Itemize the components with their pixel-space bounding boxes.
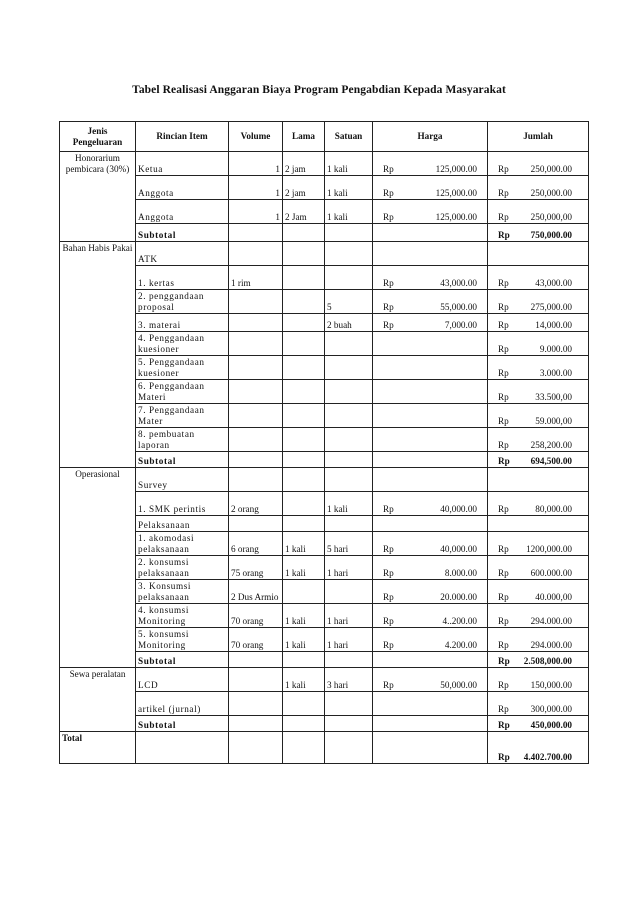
cell-item: 1. kertas <box>136 266 229 290</box>
table-row <box>60 692 589 716</box>
cell-item: 3. Konsumsi pelaksanaan <box>136 580 229 604</box>
header-lama: Lama <box>283 122 325 152</box>
cell-item: LCD <box>136 668 229 692</box>
cell-harga: Rp 55,000.00 <box>373 290 488 314</box>
cell-harga: Rp 125,000.00 <box>373 200 488 224</box>
cell-lama <box>283 266 325 290</box>
cell-item: Pelaksanaan <box>136 516 229 532</box>
budget-table <box>59 121 589 764</box>
cell-vol: 1 <box>229 200 283 224</box>
group-cell-honor: Honorarium pembicara (30%) <box>60 152 136 242</box>
cell-item: 5. konsumsi Monitoring <box>136 628 229 652</box>
cell-lama <box>283 580 325 604</box>
cell-sat: 1 hari <box>325 556 373 580</box>
cell-item: Anggota <box>136 200 229 224</box>
cell-item: artikel (jurnal) <box>136 692 229 716</box>
table-row <box>60 224 589 242</box>
cell-jumlah: Rp 150,000.00 <box>488 668 589 692</box>
cell-lama <box>283 492 325 516</box>
cell-sat <box>325 716 373 732</box>
cell-sat: 1 kali <box>325 200 373 224</box>
cell-lama: 1 kali <box>283 604 325 628</box>
cell-lama <box>283 468 325 492</box>
cell-jumlah <box>488 468 589 492</box>
cell-sat <box>325 516 373 532</box>
cell-lama: 2 jam <box>283 176 325 200</box>
table-row <box>60 652 589 668</box>
table-row <box>60 452 589 468</box>
table-row <box>60 404 589 428</box>
cell-jumlah: Rp 43,000.00 <box>488 266 589 290</box>
cell-vol <box>229 732 283 764</box>
cell-vol: 70 orang <box>229 604 283 628</box>
cell-item: Subtotal <box>136 224 229 242</box>
table-row <box>60 356 589 380</box>
cell-vol: 6 orang <box>229 532 283 556</box>
table-row <box>60 580 589 604</box>
table-row <box>60 556 589 580</box>
cell-jumlah: Rp 258,200.00 <box>488 428 589 452</box>
cell-jumlah: Rp 450,000.00 <box>488 716 589 732</box>
table-row <box>60 200 589 224</box>
cell-vol <box>229 404 283 428</box>
cell-sat <box>325 242 373 266</box>
cell-jumlah: Rp 2.508,000.00 <box>488 652 589 668</box>
cell-sat <box>325 692 373 716</box>
cell-sat: 2 buah <box>325 314 373 332</box>
cell-item: 2. konsumsi pelaksanaan <box>136 556 229 580</box>
cell-vol <box>229 224 283 242</box>
cell-jumlah: Rp 750,000.00 <box>488 224 589 242</box>
cell-item: Subtotal <box>136 452 229 468</box>
cell-vol <box>229 452 283 468</box>
cell-lama <box>283 314 325 332</box>
cell-lama <box>283 516 325 532</box>
cell-item: 1. SMK perintis <box>136 492 229 516</box>
cell-item <box>136 732 229 764</box>
cell-jumlah: Rp 40.000,00 <box>488 580 589 604</box>
cell-item: 5. Penggandaan kuesioner <box>136 356 229 380</box>
cell-jumlah <box>488 516 589 532</box>
cell-vol <box>229 516 283 532</box>
cell-lama <box>283 692 325 716</box>
cell-sat <box>325 652 373 668</box>
cell-item: ATK <box>136 242 229 266</box>
header-satuan: Satuan <box>325 122 373 152</box>
table-row <box>60 242 589 266</box>
table-row <box>60 468 589 492</box>
cell-harga <box>373 428 488 452</box>
cell-jumlah: Rp 1200,000.00 <box>488 532 589 556</box>
table-row <box>60 314 589 332</box>
cell-sat <box>325 224 373 242</box>
cell-harga <box>373 404 488 428</box>
table-row <box>60 492 589 516</box>
cell-harga <box>373 242 488 266</box>
cell-sat <box>325 452 373 468</box>
cell-vol: 2 Dus Armio <box>229 580 283 604</box>
cell-lama <box>283 732 325 764</box>
cell-jumlah: Rp 250,000.00 <box>488 152 589 176</box>
cell-sat: 1 kali <box>325 152 373 176</box>
cell-harga: Rp 20.000.00 <box>373 580 488 604</box>
cell-item: 6. Penggandaan Materi <box>136 380 229 404</box>
cell-jumlah: Rp 3.000.00 <box>488 356 589 380</box>
cell-harga <box>373 732 488 764</box>
cell-harga <box>373 468 488 492</box>
cell-harga: Rp 40,000.00 <box>373 532 488 556</box>
cell-jumlah: Rp 694,500.00 <box>488 452 589 468</box>
cell-item: Ketua <box>136 152 229 176</box>
cell-lama <box>283 428 325 452</box>
table-row <box>60 628 589 652</box>
cell-item: 1. akomodasi pelaksanaan <box>136 532 229 556</box>
cell-jumlah: Rp 250,000,00 <box>488 200 589 224</box>
cell-jumlah: Rp 14,000.00 <box>488 314 589 332</box>
cell-sat: 1 hari <box>325 628 373 652</box>
cell-harga <box>373 652 488 668</box>
table-row <box>60 716 589 732</box>
header-harga: Harga <box>373 122 488 152</box>
table-row <box>60 516 589 532</box>
cell-lama <box>283 242 325 266</box>
cell-item: Subtotal <box>136 652 229 668</box>
cell-sat: 1 kali <box>325 176 373 200</box>
cell-lama: 1 kali <box>283 556 325 580</box>
cell-sat: 1 hari <box>325 604 373 628</box>
cell-sat: 5 <box>325 290 373 314</box>
cell-vol <box>229 692 283 716</box>
cell-harga: Rp 43,000.00 <box>373 266 488 290</box>
cell-sat: 1 kali <box>325 492 373 516</box>
table-row <box>60 532 589 556</box>
cell-vol <box>229 668 283 692</box>
cell-lama: 2 Jam <box>283 200 325 224</box>
cell-sat <box>325 732 373 764</box>
cell-vol: 1 <box>229 176 283 200</box>
cell-vol <box>229 468 283 492</box>
cell-harga <box>373 716 488 732</box>
cell-vol <box>229 716 283 732</box>
cell-lama <box>283 380 325 404</box>
cell-jumlah: Rp 250,000.00 <box>488 176 589 200</box>
cell-harga: Rp 4..200.00 <box>373 604 488 628</box>
cell-harga: Rp 7,000.00 <box>373 314 488 332</box>
cell-item: Anggota <box>136 176 229 200</box>
cell-harga: Rp 4.200.00 <box>373 628 488 652</box>
cell-vol: 1 rim <box>229 266 283 290</box>
cell-item: 8. pembuatan laporan <box>136 428 229 452</box>
cell-vol <box>229 242 283 266</box>
cell-sat <box>325 404 373 428</box>
cell-harga <box>373 332 488 356</box>
cell-jumlah: Rp 33.500,00 <box>488 380 589 404</box>
cell-item: Subtotal <box>136 716 229 732</box>
cell-lama <box>283 452 325 468</box>
cell-sat <box>325 428 373 452</box>
group-cell-bahan: Bahan Habis Pakai <box>60 242 136 468</box>
cell-jumlah: Rp 294.000.00 <box>488 604 589 628</box>
group-cell-sewa: Sewa peralatan <box>60 668 136 732</box>
cell-vol: 2 orang <box>229 492 283 516</box>
cell-sat: 5 hari <box>325 532 373 556</box>
table-row <box>60 428 589 452</box>
cell-lama <box>283 404 325 428</box>
table-row <box>60 332 589 356</box>
table-row <box>60 380 589 404</box>
cell-jumlah: Rp 9.000.00 <box>488 332 589 356</box>
table-row <box>60 176 589 200</box>
cell-sat <box>325 356 373 380</box>
cell-lama <box>283 290 325 314</box>
cell-vol: 1 <box>229 152 283 176</box>
cell-sat <box>325 266 373 290</box>
table-row <box>60 290 589 314</box>
table-row <box>60 604 589 628</box>
cell-vol <box>229 314 283 332</box>
header-jumlah: Jumlah <box>488 122 589 152</box>
cell-sat <box>325 580 373 604</box>
cell-vol <box>229 332 283 356</box>
header-rincian: Rincian Item <box>136 122 229 152</box>
cell-lama <box>283 652 325 668</box>
table-row <box>60 732 589 764</box>
cell-sat <box>325 380 373 404</box>
table-row <box>60 152 589 176</box>
cell-vol: 75 orang <box>229 556 283 580</box>
cell-jumlah: Rp 294.000.00 <box>488 628 589 652</box>
cell-vol <box>229 428 283 452</box>
cell-item: 2. penggandaan proposal <box>136 290 229 314</box>
table-title: Tabel Realisasi Anggaran Biaya Program Pengabdian Kepada Masyarakat <box>132 84 506 96</box>
cell-lama <box>283 332 325 356</box>
cell-jumlah <box>488 242 589 266</box>
table-row <box>60 668 589 692</box>
cell-harga <box>373 356 488 380</box>
cell-item: 4. konsumsi Monitoring <box>136 604 229 628</box>
cell-lama: 2 jam <box>283 152 325 176</box>
cell-lama: 1 kali <box>283 668 325 692</box>
cell-lama <box>283 356 325 380</box>
cell-item: Survey <box>136 468 229 492</box>
cell-jumlah: Rp 59.000,00 <box>488 404 589 428</box>
cell-harga: Rp 40,000.00 <box>373 492 488 516</box>
cell-harga <box>373 380 488 404</box>
cell-harga: Rp 125,000.00 <box>373 152 488 176</box>
cell-lama <box>283 716 325 732</box>
cell-jumlah: Rp 300,000.00 <box>488 692 589 716</box>
cell-sat <box>325 332 373 356</box>
cell-jumlah: Rp 80,000.00 <box>488 492 589 516</box>
cell-harga <box>373 516 488 532</box>
cell-harga <box>373 452 488 468</box>
cell-harga: Rp 50,000.00 <box>373 668 488 692</box>
cell-harga <box>373 224 488 242</box>
header-jenis: Jenis Pengeluaran <box>60 122 136 152</box>
cell-vol <box>229 652 283 668</box>
cell-jumlah: Rp 275,000.00 <box>488 290 589 314</box>
cell-item: 4. Penggandaan kuesioner <box>136 332 229 356</box>
header-row <box>60 122 589 152</box>
cell-harga <box>373 692 488 716</box>
cell-sat: 3 hari <box>325 668 373 692</box>
cell-jumlah: Rp 4.402.700.00 <box>488 732 589 764</box>
cell-item: 3. materai <box>136 314 229 332</box>
cell-harga: Rp 125,000.00 <box>373 176 488 200</box>
header-volume: Volume <box>229 122 283 152</box>
cell-harga: Rp 8.000.00 <box>373 556 488 580</box>
cell-sat <box>325 468 373 492</box>
cell-lama: 1 kali <box>283 628 325 652</box>
cell-lama: 1 kali <box>283 532 325 556</box>
table-row <box>60 266 589 290</box>
cell-jumlah: Rp 600.000.00 <box>488 556 589 580</box>
cell-item: 7. Penggandaan Mater <box>136 404 229 428</box>
group-cell-total: Total <box>60 732 136 764</box>
cell-lama <box>283 224 325 242</box>
group-cell-ops: Operasional <box>60 468 136 668</box>
cell-vol: 70 orang <box>229 628 283 652</box>
cell-vol <box>229 356 283 380</box>
cell-vol <box>229 290 283 314</box>
cell-vol <box>229 380 283 404</box>
